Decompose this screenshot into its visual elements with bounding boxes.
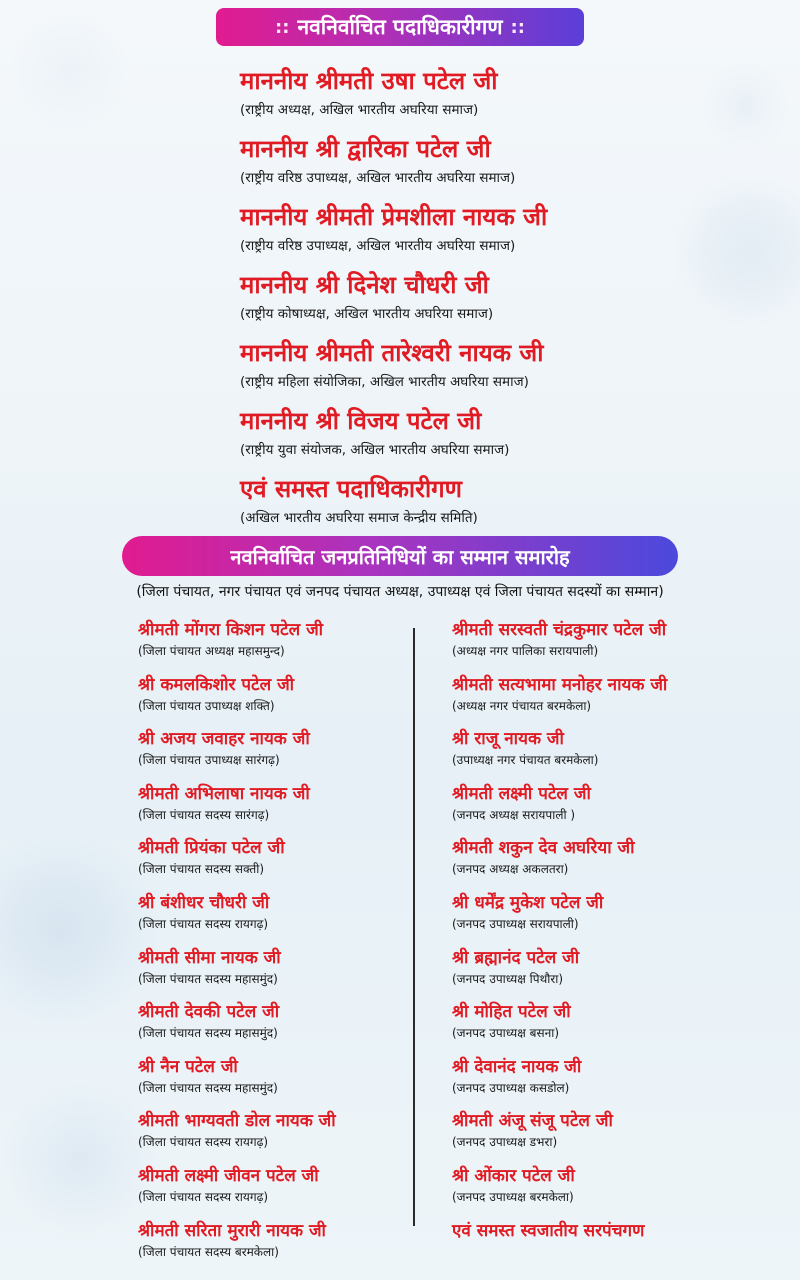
honoree-name: श्रीमती सरिता मुरारी नायक जी — [138, 1220, 326, 1241]
honoree-role: (अध्यक्ष नगर पंचायत बरमकेला) — [452, 698, 592, 713]
list-item — [452, 891, 782, 946]
ceremony-subtitle: (जिला पंचायत, नगर पंचायत एवं जनपद पंचायत अध्यक्ष, उपाध्यक्ष एवं जिला पंचायत सदस्यों का सम्मान) — [136, 584, 664, 600]
honoree-role: (जनपद अध्यक्ष सरायपाली ) — [452, 807, 576, 822]
honoree-name: श्रीमती सरस्वती चंद्रकुमार पटेल जी — [452, 620, 667, 640]
honoree-role: (जिला पंचायत सदस्य महासमुंद) — [138, 1080, 278, 1095]
honoree-name: श्री देवानंद नायक जी — [452, 1056, 582, 1077]
honoree-name: श्री बंशीधर चौधरी जी — [138, 892, 270, 913]
flower-decoration — [0, 1080, 160, 1240]
honoree-name: श्री धर्मेंद्र मुकेश पटेल जी — [452, 892, 604, 913]
heading-decor-left: :: — [275, 16, 290, 38]
honoree-role: (जनपद उपाध्यक्ष डभरा) — [452, 1135, 558, 1150]
list-item — [452, 946, 782, 1001]
list-item — [138, 1164, 400, 1219]
official-name: माननीय श्रीमती तारेश्वरी नायक जी — [240, 339, 544, 367]
honoree-name: श्रीमती भाग्यवती डोल नायक जी — [138, 1111, 336, 1132]
list-item — [138, 1055, 400, 1110]
official-role: (राष्ट्रीय वरिष्ठ उपाध्यक्ष, अखिल भारतीय अघरिया समाज) — [240, 170, 516, 186]
list-item — [138, 782, 400, 837]
honoree-role: (जिला पंचायत सदस्य रायगढ़) — [138, 916, 269, 931]
official-role: (राष्ट्रीय युवा संयोजक, अखिल भारतीय अघरिया समाज) — [240, 442, 510, 458]
official-entry — [240, 270, 760, 338]
list-item — [452, 1055, 782, 1110]
flower-decoration — [0, 830, 160, 1030]
list-item — [452, 727, 782, 782]
honoree-name: श्रीमती अभिलाषा नायक जी — [138, 783, 310, 804]
honoree-name: श्रीमती अंजू संजू पटेल जी — [452, 1111, 613, 1132]
honoree-role: (जिला पंचायत उपाध्यक्ष शक्ति) — [138, 698, 275, 713]
left-honoree-list — [138, 618, 400, 1273]
list-item — [452, 836, 782, 891]
official-role: (राष्ट्रीय वरिष्ठ उपाध्यक्ष, अखिल भारतीय अघरिया समाज) — [240, 238, 516, 254]
honoree-role: (जनपद उपाध्यक्ष बसना) — [452, 1026, 560, 1041]
column-divider — [413, 628, 415, 1226]
honoree-name: श्री ओंकार पटेल जी — [452, 1165, 575, 1186]
honoree-name: श्रीमती शकुन देव अघरिया जी — [452, 838, 635, 859]
official-name: माननीय श्री विजय पटेल जी — [240, 407, 482, 435]
official-entry — [240, 338, 760, 406]
honoree-role: (जनपद उपाध्यक्ष बरमकेला) — [452, 1189, 574, 1204]
official-role: (राष्ट्रीय अध्यक्ष, अखिल भारतीय अघरिया समाज) — [240, 102, 479, 118]
list-item — [452, 782, 782, 837]
honoree-name: श्री नैन पटेल जी — [138, 1056, 238, 1077]
honoree-name: श्री मोहित पटेल जी — [452, 1002, 571, 1023]
official-entry — [240, 202, 760, 270]
honoree-name: श्रीमती लक्ष्मी पटेल जी — [452, 783, 591, 804]
list-item — [138, 618, 400, 673]
honoree-name: श्री अजय जवाहर नायक जी — [138, 729, 310, 750]
honoree-role: (जिला पंचायत उपाध्यक्ष सारंगढ़) — [138, 753, 280, 768]
honoree-name: श्रीमती मोंगरा किशन पटेल जी — [138, 620, 324, 640]
honoree-name: श्रीमती लक्ष्मी जीवन पटेल जी — [138, 1165, 319, 1186]
honoree-role: (जिला पंचायत अध्यक्ष महासमुन्द) — [138, 644, 285, 658]
official-name: माननीय श्रीमती उषा पटेल जी — [240, 67, 498, 95]
official-entry — [240, 474, 760, 542]
list-item — [138, 1109, 400, 1164]
flower-decoration — [10, 10, 130, 130]
list-item — [138, 946, 400, 1001]
honoree-name: श्री कमलकिशोर पटेल जी — [138, 674, 295, 695]
list-item — [452, 673, 782, 728]
honoree-role: (जिला पंचायत सदस्य रायगढ़) — [138, 1135, 269, 1150]
official-entry — [240, 406, 760, 474]
official-name: एवं समस्त पदाधिकारीगण — [240, 475, 463, 503]
honoree-name: श्रीमती सत्यभामा मनोहर नायक जी — [452, 674, 668, 695]
honoree-role: (उपाध्यक्ष नगर पंचायत बरमकेला) — [452, 753, 599, 768]
officials-heading — [216, 8, 584, 46]
ceremony-heading-text: नवनिर्वाचित जनप्रतिनिधियों का सम्मान समारोह — [230, 544, 570, 569]
honoree-role: (अध्यक्ष नगर पालिका सरायपाली) — [452, 644, 599, 658]
honoree-name: श्रीमती प्रियंका पटेल जी — [138, 838, 285, 859]
honoree-name: श्री राजू नायक जी — [452, 729, 564, 750]
honoree-name: श्री ब्रह्मानंद पटेल जी — [452, 947, 580, 968]
list-item — [138, 1000, 400, 1055]
officials-list — [240, 66, 760, 542]
honoree-role: (जिला पंचायत सदस्य बरमकेला) — [138, 1244, 279, 1259]
honoree-role: (जनपद उपाध्यक्ष सरायपाली) — [452, 916, 579, 931]
honoree-name: एवं समस्त स्वजातीय सरपंचगण — [452, 1220, 645, 1241]
officials-heading-text: नवनिर्वाचित पदाधिकारीगण — [297, 15, 503, 39]
official-role: (राष्ट्रीय महिला संयोजिका, अखिल भारतीय अघरिया समाज) — [240, 374, 529, 390]
official-name: माननीय श्रीमती प्रेमशीला नायक जी — [240, 203, 548, 231]
honoree-name: श्रीमती सीमा नायक जी — [138, 947, 281, 968]
list-item — [138, 1219, 400, 1274]
list-item — [452, 618, 782, 673]
list-item — [138, 891, 400, 946]
honoree-role: (जनपद उपाध्यक्ष कसडोल) — [452, 1080, 570, 1095]
list-item — [138, 836, 400, 891]
honoree-role: (जिला पंचायत सदस्य सारंगढ़) — [138, 807, 270, 822]
list-item — [452, 1109, 782, 1164]
list-item — [452, 1219, 782, 1274]
official-name: माननीय श्री द्वारिका पटेल जी — [240, 135, 491, 163]
official-entry — [240, 134, 760, 202]
honoree-role: (जिला पंचायत सदस्य महासमुंद) — [138, 1026, 278, 1041]
honoree-role: (जिला पंचायत सदस्य महासमुंद) — [138, 971, 278, 986]
right-honoree-list — [452, 618, 782, 1273]
honoree-role: (जिला पंचायत सदस्य रायगढ़) — [138, 1189, 269, 1204]
honoree-name: श्रीमती देवकी पटेल जी — [138, 1002, 280, 1023]
official-role: (राष्ट्रीय कोषाध्यक्ष, अखिल भारतीय अघरिया समाज) — [240, 306, 494, 322]
honoree-role: (जिला पंचायत सदस्य सक्ती) — [138, 862, 265, 877]
list-item — [138, 727, 400, 782]
list-item — [452, 1000, 782, 1055]
heading-decor-right: :: — [510, 16, 525, 38]
honoree-role: (जनपद उपाध्यक्ष पिथौरा) — [452, 971, 564, 986]
list-item — [452, 1164, 782, 1219]
official-name: माननीय श्री दिनेश चौधरी जी — [240, 271, 489, 299]
official-entry — [240, 66, 760, 134]
ceremony-heading — [122, 536, 678, 576]
honoree-role: (जनपद अध्यक्ष अकलतरा) — [452, 862, 569, 877]
official-role: (अखिल भारतीय अघरिया समाज केन्द्रीय समिति) — [240, 510, 478, 526]
list-item — [138, 673, 400, 728]
